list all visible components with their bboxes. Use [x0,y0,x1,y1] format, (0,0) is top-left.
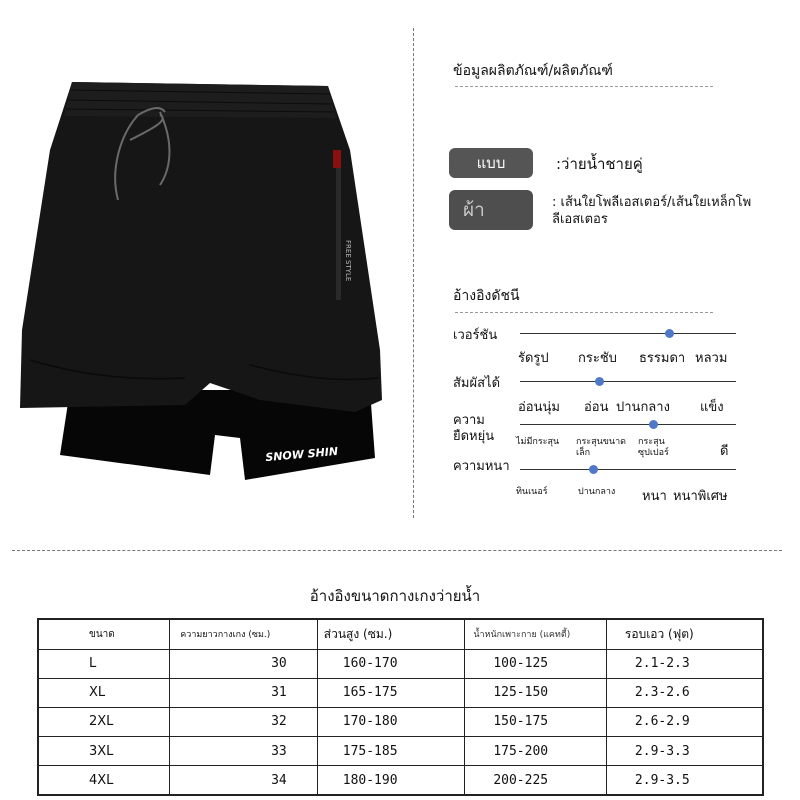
table-cell: 32 [170,707,318,736]
product-image-shorts [10,60,390,490]
reference-title: อ้างอิงดัชนี [453,288,520,304]
scale-option: หลวม [695,351,728,366]
svg-text:FREE STYLE: FREE STYLE [344,240,352,282]
table-cell: 2.1-2.3 [606,649,763,678]
scale-dot-elasticity [649,420,658,429]
table-header-cell: รอบเอว (ฟุต) [606,619,763,649]
table-row [38,707,763,736]
waistband [64,82,336,118]
scale-dot-touch [595,377,604,386]
table-header-cell: ความยาวกางเกง (ซม.) [170,619,318,649]
table-cell: 2.9-3.5 [606,766,763,795]
table-cell: 165-175 [317,678,465,707]
table-cell: 2.3-2.6 [606,678,763,707]
scale-option: หนา [642,489,667,504]
style-label: แบบ [449,148,533,178]
table-cell: 150-175 [465,707,607,736]
table-cell: L [38,649,170,678]
table-cell: 200-225 [465,766,607,795]
scale-option: ทินเนอร์ [516,487,548,497]
table-row [38,766,763,795]
scale-option: ปานกลาง [578,487,616,497]
info-rule [455,86,713,87]
table-header-cell: ส่วนสูง (ซม.) [317,619,465,649]
scale-dot-thickness [589,465,598,474]
table-header-row [38,619,763,649]
scale-label-touch: สัมผัสได้ [453,376,501,391]
scale-dot-fit [665,329,674,338]
table-cell: 180-190 [317,766,465,795]
table-cell: 160-170 [317,649,465,678]
scale-option: อ่อน [584,400,609,415]
table-cell: 3XL [38,737,170,766]
table-cell: 125-150 [465,678,607,707]
table-cell: 2.9-3.3 [606,737,763,766]
scale-option: กระชับ [578,351,617,366]
table-cell: XL [38,678,170,707]
scale-option: ธรรมดา [639,351,686,366]
scale-option: กระสุนซุปเปอร์ [638,437,669,458]
table-row [38,678,763,707]
vertical-divider [413,28,414,518]
style-value: :ว่ายน้ำชายคู่ [556,155,643,173]
scale-option: รัดรูป [518,351,549,366]
table-header-cell: ขนาด [38,619,170,649]
fabric-label: ผ้า [449,190,533,230]
size-table [37,618,764,796]
table-cell: 30 [170,649,318,678]
horizontal-divider [12,550,782,551]
table-cell: 4XL [38,766,170,795]
table-row [38,737,763,766]
table-cell: 2XL [38,707,170,736]
scale-label-elasticity: ความยืดหยุ่น [453,413,495,444]
scale-option: ปานกลาง [616,400,670,415]
table-cell: 175-185 [317,737,465,766]
scale-label-thickness: ความหนา [453,459,510,474]
table-cell: 170-180 [317,707,465,736]
scale-label-fit: เวอร์ชัน [453,328,498,343]
table-cell: 31 [170,678,318,707]
scale-line-touch [520,381,736,382]
scale-option: กระสุนขนาดเล็ก [576,437,626,458]
scale-option: ดี [720,444,729,459]
scale-line-thickness [520,469,736,470]
table-header-cell: น้ำหนักเพาะกาย (แคทตี้) [465,619,607,649]
reference-rule [455,312,713,313]
scale-option: แข็ง [700,400,724,415]
table-cell: 34 [170,766,318,795]
outer-shorts [20,82,382,412]
brand-text: SNOW SHIN [264,444,339,465]
info-title: ข้อมูลผลิตภัณฑ์/ผลิตภัณฑ์ [453,63,613,79]
pocket-zipper [336,150,341,300]
scale-option: หนาพิเศษ [673,489,728,504]
table-cell: 100-125 [465,649,607,678]
table-cell: 2.6-2.9 [606,707,763,736]
table-cell: 33 [170,737,318,766]
size-table-title: อ้างอิงขนาดกางเกงว่ายน้ำ [309,587,481,605]
scale-line-elasticity [520,424,736,425]
scale-option: อ่อนนุ่ม [518,400,560,415]
table-row [38,649,763,678]
table-cell: 175-200 [465,737,607,766]
scale-line-fit [520,333,736,334]
scale-option: ไม่มีกระสุน [516,437,560,447]
fabric-value: : เส้นใยโพลีเอสเตอร์/เส้นใยเหล็กโพลีเอสเตอร [552,195,752,227]
